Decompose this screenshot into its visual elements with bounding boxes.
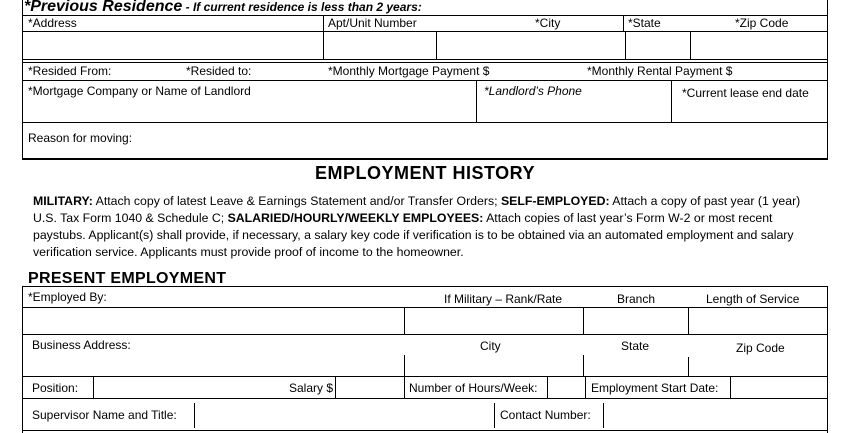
landlord-phone-input[interactable] [478, 100, 668, 120]
reason-input[interactable] [146, 128, 824, 154]
rule [335, 376, 336, 398]
hours-input[interactable] [550, 379, 582, 397]
table-left-border [22, 286, 23, 433]
rule [22, 307, 828, 308]
rule [690, 31, 691, 59]
reason-label: Reason for moving: [28, 131, 133, 145]
rule [547, 376, 548, 398]
employment-history-title: EMPLOYMENT HISTORY [314, 163, 536, 183]
length-of-service-label: Length of Service [706, 292, 800, 306]
military-rank-input[interactable] [407, 310, 581, 332]
business-state-label: State [621, 339, 650, 353]
business-zip-label: Zip Code [736, 341, 785, 355]
military-text: Attach copy of latest Leave & Earnings Statement and/or Transfer Orders; [92, 194, 501, 208]
rule [22, 398, 828, 399]
rule [625, 31, 626, 59]
employment-instructions [33, 193, 813, 261]
rule [22, 31, 828, 32]
employed-by-label: *Employed By: [28, 290, 107, 304]
military-rank-label: If Military – Rank/Rate [444, 292, 563, 306]
rule [404, 307, 405, 335]
rule [404, 355, 405, 376]
employed-by-input[interactable] [24, 310, 402, 332]
contact-number-input[interactable] [606, 403, 824, 427]
rule [323, 31, 324, 59]
zip-input[interactable] [692, 34, 825, 56]
business-state-input[interactable] [586, 356, 686, 374]
landlord-phone-label: *Landlord’s Phone [484, 84, 582, 98]
rule [22, 15, 828, 16]
military-lead: MILITARY: [33, 194, 93, 208]
apt-input[interactable] [325, 34, 433, 56]
address-label: *Address [28, 16, 77, 30]
mortgage-company-label: *Mortgage Company or Name of Landlord [28, 84, 251, 98]
rule [623, 15, 624, 31]
address-input[interactable] [24, 34, 320, 56]
lease-end-label: *Current lease end date [682, 86, 809, 100]
mortgage-payment-label: *Monthly Mortgage Payment $ [328, 64, 490, 78]
rule [22, 80, 828, 81]
rule [404, 376, 405, 398]
lease-end-input[interactable] [674, 102, 824, 120]
contact-number-label: Contact Number: [500, 408, 591, 422]
supervisor-input[interactable] [196, 403, 492, 427]
length-of-service-input[interactable] [691, 310, 824, 332]
previous-residence-heading [24, 0, 422, 16]
salaried-text: Attach copies of last year’s Form W-2 or most recent paystubs. Applicant(s) shall provide, if necessary, a salary key code if verification is to be obtained via an automated employment and salary verification service. Applicants must provide proof of income to the homeowner. [33, 211, 794, 259]
present-employment-title: PRESENT EMPLOYMENT [28, 270, 227, 287]
resided-from-input[interactable] [118, 64, 180, 78]
salary-label: Salary $ [289, 381, 334, 395]
business-city-label: City [480, 339, 501, 353]
previous-residence-title: *Previous Residence [24, 0, 183, 15]
business-city-input[interactable] [407, 356, 581, 374]
previous-residence-subtitle: - If current residence is less than 2 years: [182, 0, 422, 14]
rule [22, 376, 828, 377]
zip-label: *Zip Code [735, 16, 789, 30]
self-employed-text: Attach a copy of past year (1 year) U.S. Tax Form 1040 & Schedule C; [33, 194, 801, 225]
city-input[interactable] [438, 34, 623, 56]
start-date-label: Employment Start Date: [591, 381, 719, 395]
rule [22, 286, 828, 287]
rule [93, 376, 94, 398]
section-divider [22, 158, 828, 160]
hours-label: Number of Hours/Week: [409, 381, 538, 395]
rule [730, 376, 731, 398]
resided-to-label: *Resided to: [186, 64, 252, 78]
rule [22, 334, 828, 335]
rule [494, 403, 495, 428]
start-date-input[interactable] [733, 379, 824, 397]
rule [22, 62, 828, 63]
rule [194, 403, 195, 428]
rule [436, 31, 437, 59]
rule [323, 15, 324, 31]
resided-to-input[interactable] [258, 64, 320, 78]
rule [583, 307, 584, 335]
city-label: *City [535, 16, 561, 30]
state-label: *State [628, 16, 661, 30]
business-zip-input[interactable] [691, 358, 824, 374]
rule [671, 80, 672, 122]
business-address-input[interactable] [24, 356, 402, 374]
rule [22, 430, 828, 431]
rule [688, 357, 689, 376]
self-employed-lead: SELF-EMPLOYED: [500, 194, 610, 208]
business-address-label: Business Address: [32, 338, 131, 352]
rule [476, 80, 477, 122]
rental-payment-label: *Monthly Rental Payment $ [587, 64, 733, 78]
supervisor-label: Supervisor Name and Title: [32, 408, 177, 422]
position-input[interactable] [96, 379, 282, 397]
state-input[interactable] [627, 34, 687, 56]
mortgage-company-input[interactable] [24, 100, 474, 120]
rule [583, 355, 584, 376]
apt-label: Apt/Unit Number [328, 16, 417, 30]
mortgage-payment-input[interactable] [500, 64, 582, 78]
position-label: Position: [32, 381, 79, 395]
branch-label: Branch [617, 292, 656, 306]
branch-input[interactable] [586, 310, 686, 332]
rule [603, 403, 604, 428]
rule [22, 59, 828, 60]
salaried-lead: SALARIED/HOURLY/WEEKLY EMPLOYEES: [227, 211, 484, 225]
table-right-border [827, 286, 828, 433]
rental-payment-input[interactable] [740, 64, 824, 78]
rule [585, 376, 586, 398]
rule [22, 122, 828, 123]
rule [688, 307, 689, 335]
resided-from-label: *Resided From: [28, 64, 112, 78]
salary-input[interactable] [338, 379, 402, 397]
